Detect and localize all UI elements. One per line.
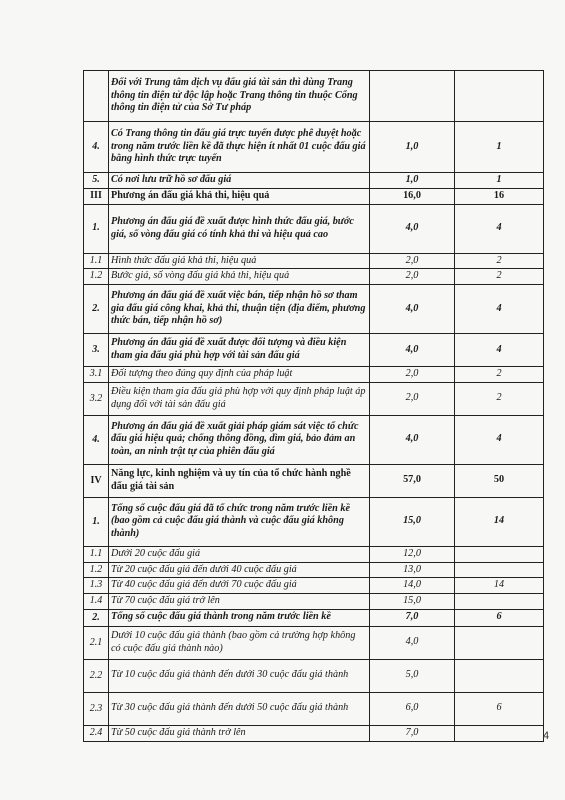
criteria-table-body — [84, 71, 544, 742]
row-max-score: 2,0 — [370, 382, 455, 415]
row-content: Đối với Trung tâm dịch vụ đấu giá tài sản thì dùng Trang thông tin điện tử độc lập hoặc Trang thông tin thuộc Cổng thông tin điện tử của Sở Tư pháp — [109, 71, 370, 122]
row-score: 2 — [455, 367, 544, 383]
row-max-score: 1,0 — [370, 173, 455, 189]
row-content: Bước giá, số vòng đấu giá khả thi, hiệu quả — [109, 269, 370, 285]
row-max-score: 7,0 — [370, 609, 455, 626]
row-number: 1.2 — [84, 562, 109, 578]
row-content: Dưới 10 cuộc đấu giá thành (bao gồm cả trường hợp không có cuộc đấu giá thành nào) — [109, 626, 370, 659]
row-content: Năng lực, kinh nghiệm và uy tín của tổ chức hành nghề đấu giá tài sản — [109, 464, 370, 497]
row-max-score: 4,0 — [370, 204, 455, 253]
row-score — [455, 594, 544, 610]
row-number: 2.2 — [84, 659, 109, 692]
row-score: 2 — [455, 269, 544, 285]
row-number — [84, 71, 109, 122]
row-number: 2. — [84, 609, 109, 626]
row-max-score: 12,0 — [370, 546, 455, 562]
row-max-score — [370, 71, 455, 122]
row-max-score: 15,0 — [370, 497, 455, 546]
row-score: 14 — [455, 578, 544, 594]
table-row — [84, 725, 544, 741]
row-max-score: 4,0 — [370, 415, 455, 464]
row-number: 1.1 — [84, 546, 109, 562]
row-score — [455, 626, 544, 659]
row-max-score: 7,0 — [370, 725, 455, 741]
row-max-score: 13,0 — [370, 562, 455, 578]
table-row — [84, 626, 544, 659]
row-content: Phương án đấu giá đề xuất giải pháp giám sát việc tổ chức đấu giá hiệu quả; chống thông đồng, dìm giá, bảo đảm an toàn, an ninh trật tự của phiên đấu giá — [109, 415, 370, 464]
row-content: Đối tượng theo đúng quy định của pháp luật — [109, 367, 370, 383]
table-row — [84, 609, 544, 626]
row-number: 2. — [84, 285, 109, 334]
row-max-score: 2,0 — [370, 253, 455, 269]
table-row — [84, 334, 544, 367]
table-row — [84, 122, 544, 173]
table-row — [84, 546, 544, 562]
row-content: Dưới 20 cuộc đấu giá — [109, 546, 370, 562]
table-row — [84, 253, 544, 269]
row-number: 1.2 — [84, 269, 109, 285]
row-number: III — [84, 188, 109, 204]
table-row — [84, 188, 544, 204]
row-content: Có nơi lưu trữ hồ sơ đấu giá — [109, 173, 370, 189]
row-max-score: 6,0 — [370, 692, 455, 725]
row-score: 16 — [455, 188, 544, 204]
row-content: Phương án đấu giá đề xuất được hình thức đấu giá, bước giá, số vòng đấu giá có tính khả thi và hiệu quả cao — [109, 204, 370, 253]
table-row — [84, 204, 544, 253]
row-score — [455, 562, 544, 578]
row-content: Từ 20 cuộc đấu giá đến dưới 40 cuộc đấu giá — [109, 562, 370, 578]
row-score — [455, 725, 544, 741]
row-number: 2.1 — [84, 626, 109, 659]
row-score: 4 — [455, 285, 544, 334]
row-content: Tổng số cuộc đấu giá thành trong năm trước liền kề — [109, 609, 370, 626]
row-number: 5. — [84, 173, 109, 189]
row-max-score: 2,0 — [370, 269, 455, 285]
row-score: 6 — [455, 692, 544, 725]
row-number: 4. — [84, 122, 109, 173]
row-score: 6 — [455, 609, 544, 626]
table-row — [84, 562, 544, 578]
row-score: 4 — [455, 415, 544, 464]
row-max-score: 16,0 — [370, 188, 455, 204]
row-content: Từ 30 cuộc đấu giá thành đến dưới 50 cuộc đấu giá thành — [109, 692, 370, 725]
table-row — [84, 594, 544, 610]
table-row — [84, 464, 544, 497]
row-content: Từ 50 cuộc đấu giá thành trở lên — [109, 725, 370, 741]
row-score — [455, 546, 544, 562]
row-content: Từ 40 cuộc đấu giá đến dưới 70 cuộc đấu giá — [109, 578, 370, 594]
row-score: 4 — [455, 204, 544, 253]
table-row — [84, 173, 544, 189]
table-row — [84, 269, 544, 285]
criteria-table — [83, 70, 544, 742]
row-score — [455, 71, 544, 122]
table-row — [84, 382, 544, 415]
row-number: 1.3 — [84, 578, 109, 594]
row-content: Phương án đấu giá khả thi, hiệu quả — [109, 188, 370, 204]
row-content: Tổng số cuộc đấu giá đã tổ chức trong năm trước liền kề (bao gồm cả cuộc đấu giá thành và cuộc đấu giá không thành) — [109, 497, 370, 546]
row-content: Phương án đấu giá đề xuất được đối tượng và điều kiện tham gia đấu giá phù hợp với tài sản đấu giá — [109, 334, 370, 367]
table-row — [84, 285, 544, 334]
row-number: 3.2 — [84, 382, 109, 415]
table-row — [84, 367, 544, 383]
row-content: Điều kiện tham gia đấu giá phù hợp với quy định pháp luật áp dụng đối với tài sản đấu giá — [109, 382, 370, 415]
row-max-score: 4,0 — [370, 626, 455, 659]
row-max-score: 57,0 — [370, 464, 455, 497]
row-number: 3. — [84, 334, 109, 367]
table-row — [84, 415, 544, 464]
row-number: 4. — [84, 415, 109, 464]
row-score: 1 — [455, 173, 544, 189]
table-row — [84, 692, 544, 725]
row-content: Phương án đấu giá đề xuất việc bán, tiếp nhận hồ sơ tham gia đấu giá công khai, khả thi, thuận tiện (địa điểm, phương thức bán, tiếp nhận hồ sơ) — [109, 285, 370, 334]
row-max-score: 4,0 — [370, 285, 455, 334]
row-score: 50 — [455, 464, 544, 497]
table-row — [84, 578, 544, 594]
row-number: 1.1 — [84, 253, 109, 269]
table-row — [84, 497, 544, 546]
row-number: 3.1 — [84, 367, 109, 383]
row-max-score: 2,0 — [370, 367, 455, 383]
row-score: 4 — [455, 334, 544, 367]
row-score: 14 — [455, 497, 544, 546]
row-number: 1. — [84, 497, 109, 546]
row-max-score: 15,0 — [370, 594, 455, 610]
row-number: IV — [84, 464, 109, 497]
row-score: 2 — [455, 253, 544, 269]
row-max-score: 14,0 — [370, 578, 455, 594]
row-content: Hình thức đấu giá khả thi, hiệu quả — [109, 253, 370, 269]
row-number: 1. — [84, 204, 109, 253]
row-score: 1 — [455, 122, 544, 173]
row-max-score: 4,0 — [370, 334, 455, 367]
table-row — [84, 71, 544, 122]
page-number: 4 — [543, 730, 550, 742]
row-score — [455, 659, 544, 692]
row-number: 2.3 — [84, 692, 109, 725]
row-content: Có Trang thông tin đấu giá trực tuyến được phê duyệt hoặc trong năm trước liền kề đã thực hiện ít nhất 01 cuộc đấu giá bằng hình thức trực tuyến — [109, 122, 370, 173]
row-max-score: 1,0 — [370, 122, 455, 173]
table-row — [84, 659, 544, 692]
row-content: Từ 10 cuộc đấu giá thành đến dưới 30 cuộc đấu giá thành — [109, 659, 370, 692]
row-number: 1.4 — [84, 594, 109, 610]
row-max-score: 5,0 — [370, 659, 455, 692]
row-number: 2.4 — [84, 725, 109, 741]
row-content: Từ 70 cuộc đấu giá trở lên — [109, 594, 370, 610]
row-score: 2 — [455, 382, 544, 415]
